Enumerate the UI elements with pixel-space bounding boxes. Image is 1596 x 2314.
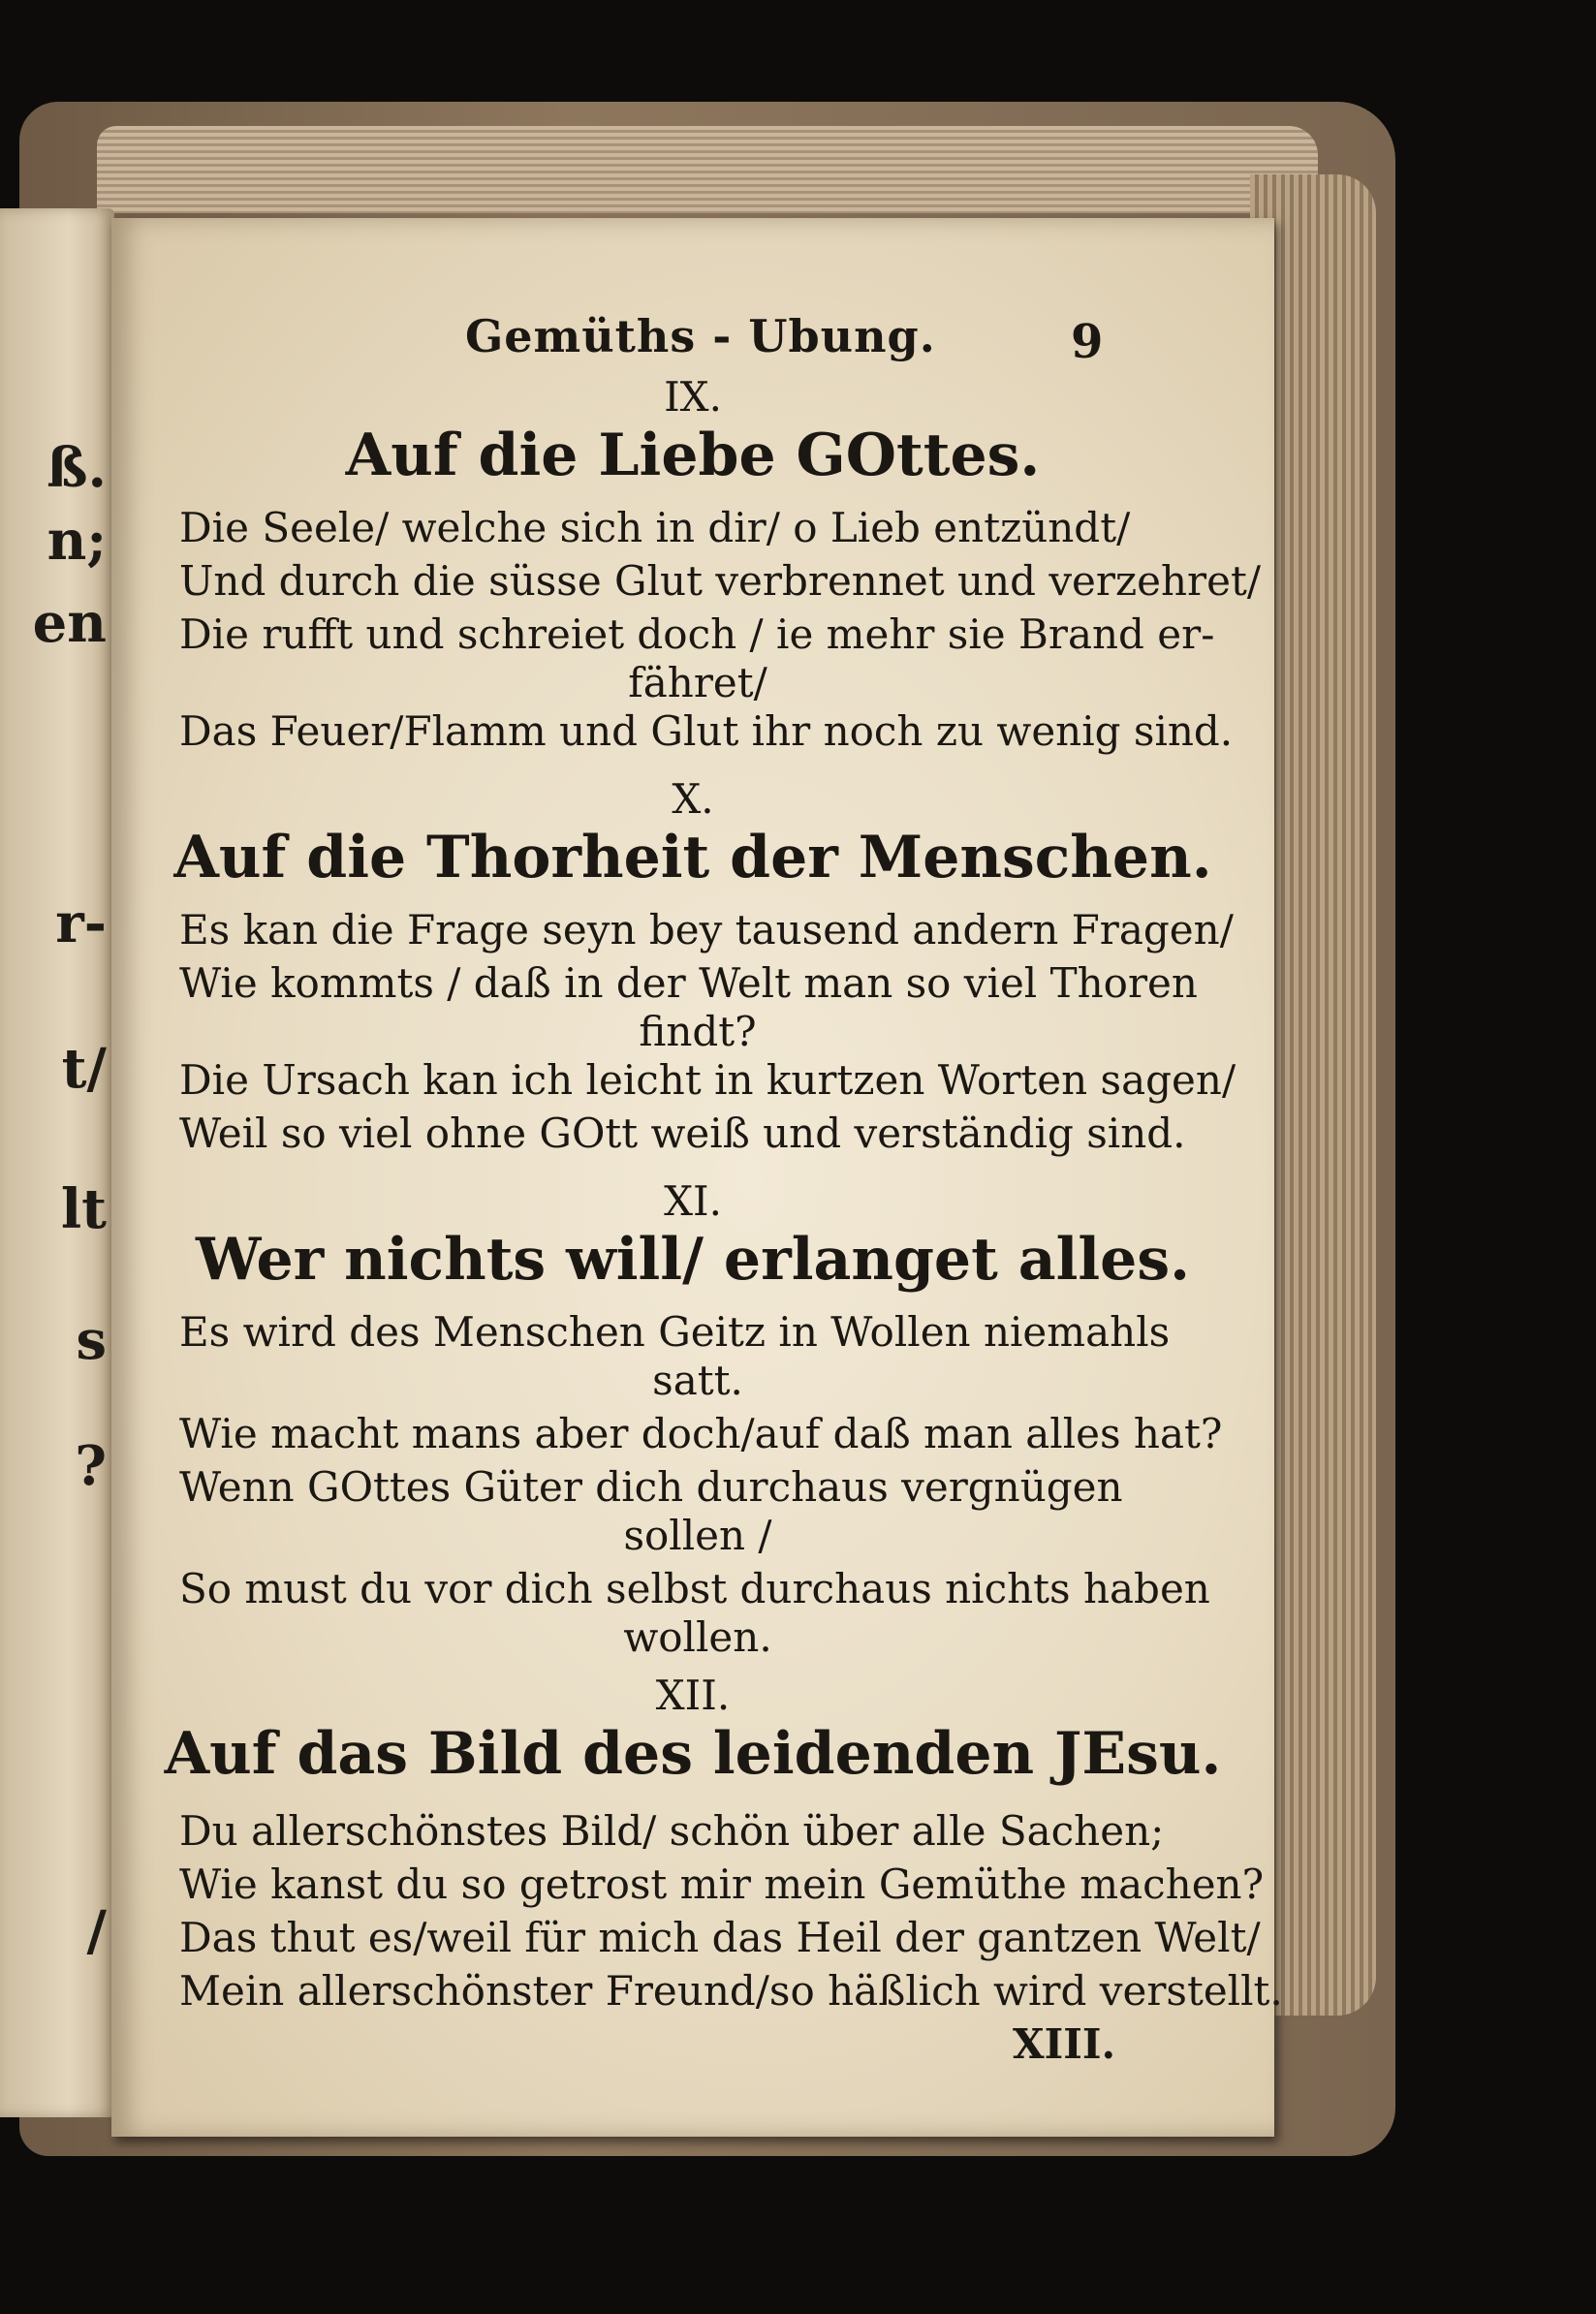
section-number: IX. [664,373,722,421]
verse-line: Wie macht mans aber doch/auf daß man alles hat? [179,1410,1223,1457]
verse-line: sollen / [623,1512,772,1559]
verse-line: So must du vor dich selbst durchaus nichts haben [179,1565,1210,1612]
verse-line: Weil so viel ohne GOtt weiß und verständig sind. [179,1110,1186,1157]
section-number: X. [672,775,714,823]
verse-line: Die Seele/ welche sich in dir/ o Lieb entzündt/ [179,504,1131,551]
verse-line: Es kan die Frage seyn bey tausend andern Fragen/ [179,906,1234,954]
verse-line: Mein allerschönster Freund/so häßlich wird verstellt. [179,1967,1283,2015]
left-fragment: s [76,1308,107,1372]
page-number: 9 [1071,315,1104,369]
catchword: XIII. [1013,2020,1116,2068]
left-fragment: lt [60,1177,107,1241]
verse-line: Du allerschönstes Bild/ schön über alle Sachen; [179,1807,1165,1855]
left-fragment: n; [47,509,107,573]
verse-line: wollen. [623,1613,772,1661]
verse-line: Wenn GOttes Güter dich durchaus vergnügen [179,1463,1123,1511]
verse-line: satt. [652,1357,743,1404]
left-fragment: r- [55,891,107,955]
verse-line: Die Ursach kan ich leicht in kurtzen Worten sagen/ [179,1056,1236,1104]
left-fragment: ? [75,1434,107,1498]
left-fragment: ß. [46,436,107,500]
section-number: XI. [664,1177,722,1225]
verse-line: fähret/ [628,659,767,706]
verse-line: Und durch die süsse Glut verbrennet und verzehret/ [179,557,1261,605]
section-title: Auf die Liebe GOttes. [345,422,1041,489]
section-title: Auf die Thorheit der Menschen. [173,824,1212,891]
verse-line: Wie kommts / daß in der Welt man so viel Thoren [179,959,1198,1007]
page-edges-top [97,126,1318,213]
section-title: Auf das Bild des leidenden JEsu. [164,1720,1222,1788]
section-number: XII. [655,1672,731,1719]
running-head: Gemüths - Ubung. [465,310,936,362]
verse-line: Das Feuer/Flamm und Glut ihr noch zu wenig sind. [179,707,1234,755]
verse-line: Es wird des Menschen Geitz in Wollen niemahls [179,1308,1171,1356]
left-fragment: en [32,591,107,655]
verse-line: Wie kanst du so getrost mir mein Gemüthe machen? [179,1861,1265,1908]
left-fragment: / [86,1899,107,1963]
right-page [111,218,1283,2137]
verse-line: Die rufft und schreiet doch / ie mehr sie Brand er- [179,610,1215,658]
verse-line: findt? [639,1008,757,1055]
verse-line: Das thut es/weil für mich das Heil der gantzen Welt/ [179,1914,1261,1961]
left-fragment: t/ [61,1037,107,1101]
section-title: Wer nichts will/ erlanget alles. [195,1226,1191,1294]
left-page [0,208,114,2117]
